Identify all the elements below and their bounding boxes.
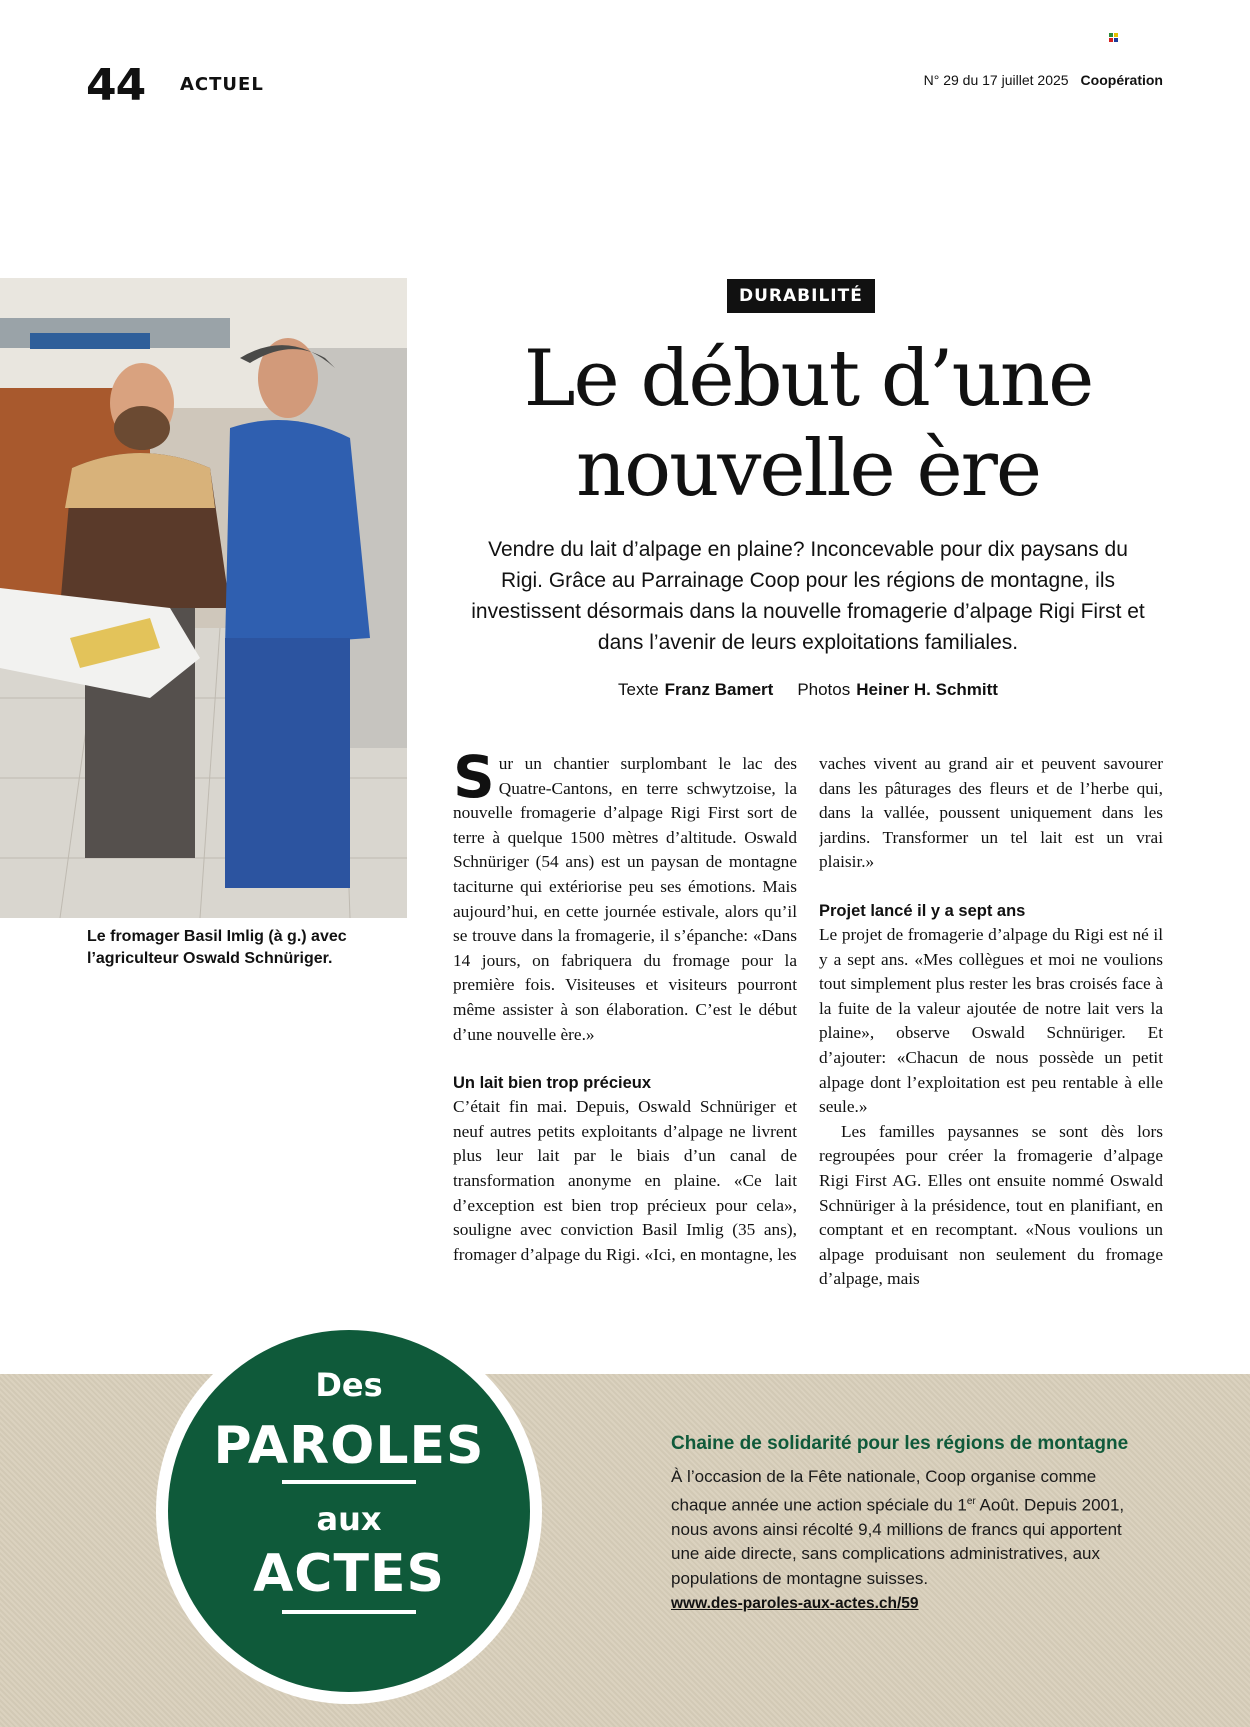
campaign-title: Chaine de solidarité pour les régions de montagne: [671, 1433, 1129, 1454]
title-line-1: Le début d’une: [523, 334, 1093, 424]
paragraph-4: Les familles paysannes se sont dès lors regroupées pour créer la fromagerie d’alpage Rigi First AG. Elles ont ensuite nommé Oswald Schnüriger à la présidence, tout en planifiant, en comptant et en recomptant. «Nous voulions un alpage produisant non seulement du fromage d’alpage, mais: [819, 1121, 1163, 1289]
logo-actes: ACTES: [253, 1544, 445, 1604]
article-title: [440, 334, 1176, 514]
campaign-text: À l’occasion de la Fête nationale, Coop organise comme chaque année une action spéciale du 1er Août. Depuis 2001, nous avons ainsi récolté 9,4 millions de francs qui apportent une aide directe, sans complications administratives, aux populations de montagne suisses.: [671, 1467, 1125, 1589]
paragraph-3: Le projet de fromagerie d’alpage du Rigi est né il y a sept ans. «Mes collègues et moi ne voulions tout simplement plus rester les bras croisés face à la fuite de la valeur ajoutée de notre lait vers la plaine», observe Oswald Schnüriger. Et d’ajouter: «Chacun de nous possède un petit alpage dont l’exploitation est peu rentable à elle seule.»: [819, 924, 1163, 1117]
subheading-2: Projet lancé il y a sept ans: [819, 901, 1026, 920]
logo-divider: [282, 1480, 416, 1484]
category-tag: DURABILITÉ: [727, 279, 875, 313]
paragraph-2-continued: vaches vivent au grand air et peuvent savourer dans les pâturages des fleurs et de l’herbe qui, dans la vallée, poussent uniquement dans les jardins. Transformer un tel lait est un vrai plaisir.»: [819, 754, 1163, 872]
article-lead: Vendre du lait d’alpage en plaine? Inconcevable pour dix paysans du Rigi. Grâce au Parrainage Coop pour les régions de montagne, ils investissent désormais dans la nouvelle fromagerie d’alpage Rigi First et dans l’avenir de leurs exploitations familiales.: [471, 538, 1145, 654]
section-label: ACTUEL: [180, 74, 264, 95]
paragraph-1: Sur un chantier surplombant le lac des Quatre-Cantons, en terre schwytzoise, la nouvelle fromagerie d’alpage Rigi First sort de terre à quelque 1500 mètres d’altitude. Oswald Schnüriger (54 ans) est un paysan de montagne taciturne qui extériorise peu ses émotions. Mais aujourd’hui, en cette journée estivale, alors qu’il se trouve dans la fromagerie, il s’épanche: «Dans 14 jours, on fabriquera du fromage pour la première fois. Visiteuses et visiteurs pourront même assister à son élaboration. C’est le début d’une nouvelle ère.»: [453, 752, 797, 1044]
magazine-brand: Coopération: [1080, 72, 1163, 88]
logo-des: Des: [315, 1366, 383, 1404]
article-credits: [470, 680, 1146, 700]
subheading-1: Un lait bien trop précieux: [453, 1074, 652, 1093]
logo-paroles: PAROLES: [213, 1416, 485, 1476]
photo-caption: Le fromager Basil Imlig (à g.) avec l’agriculteur Oswald Schnüriger.: [87, 928, 347, 967]
page-number: 44: [86, 60, 146, 111]
campaign-link[interactable]: www.des-paroles-aux-actes.ch/59: [671, 1595, 919, 1612]
article-photo: [0, 278, 407, 918]
logo-aux: aux: [316, 1500, 382, 1538]
logo-divider: [282, 1610, 416, 1614]
text-author: Franz Bamert: [664, 680, 774, 699]
drop-cap: S: [453, 752, 495, 811]
campaign-logo: [168, 1330, 530, 1692]
photo-label: Photos: [797, 680, 851, 699]
article-column-right: [819, 752, 1163, 1290]
color-mark-icon: [1109, 33, 1118, 42]
photo-author: Heiner H. Schmitt: [856, 680, 998, 699]
issue-info: [924, 72, 1163, 88]
title-line-2: nouvelle ère: [575, 424, 1041, 514]
paragraph-2: C’était fin mai. Depuis, Oswald Schnüriger et neuf autres petits exploitants d’alpage ne livrent plus leur lait par le biais d’un canal de transformation anonyme en plaine. «Ce lait d’exception est bien trop précieux pour cela», souligne avec conviction Basil Imlig (35 ans), fromager d’alpage du Rigi. «Ici, en montagne, les: [453, 1097, 797, 1264]
text-label: Texte: [618, 680, 659, 699]
article-column-left: [453, 752, 797, 1290]
issue-date: N° 29 du 17 juillet 2025: [923, 72, 1069, 88]
